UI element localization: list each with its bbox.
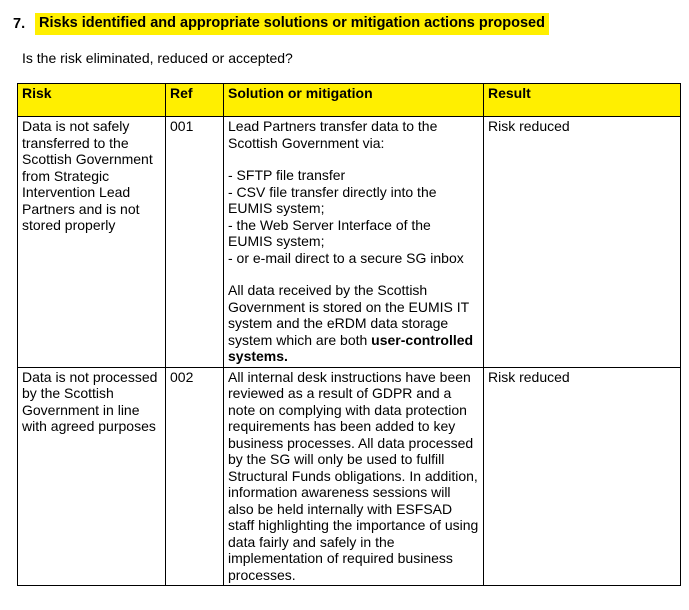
section-title: Risks identified and appropriate solutions or mitigation actions proposed xyxy=(35,13,549,35)
header-solution: Solution or mitigation xyxy=(224,84,484,117)
solution-cell: All internal desk instructions have been reviewed as a result of GDPR and a note on complying with data protection requirements has been added to key business processes. All data processed by the SG will only be used to fulfill Structural Funds obligations. In addition, information awareness sessions will also be held internally with ESFSAD staff highlighting the importance of using data fairly and safely in the implementation of required business processes. xyxy=(224,367,484,586)
table-row xyxy=(18,117,681,368)
result-cell: Risk reduced xyxy=(484,117,681,368)
solution-cell xyxy=(224,117,484,368)
risk-table xyxy=(17,83,681,586)
solution-list: - SFTP file transfer - CSV file transfer directly into the EUMIS system; - the Web Server Interface of the EUMIS system; - or e-mail direct to a secure SG inbox xyxy=(228,167,464,266)
question-text: Is the risk eliminated, reduced or accepted? xyxy=(22,50,293,66)
table-row xyxy=(18,367,681,586)
header-result: Result xyxy=(484,84,681,117)
section-number: 7. xyxy=(13,15,26,32)
header-risk: Risk xyxy=(18,84,166,117)
ref-cell: 001 xyxy=(166,117,224,368)
solution-bold-text: user-controlled systems. xyxy=(228,331,474,364)
solution-outro-text: All data received by the Scottish Government is stored on the EUMIS IT system and the eRDM data storage system which are both xyxy=(228,282,469,348)
result-cell: Risk reduced xyxy=(484,367,681,586)
solution-outro xyxy=(228,282,473,364)
risk-cell: Data is not safely transferred to the Scottish Government from Strategic Intervention Lead Partners and is not stored properly xyxy=(18,117,166,368)
solution-intro: Lead Partners transfer data to the Scottish Government via: xyxy=(228,118,438,151)
header-ref: Ref xyxy=(166,84,224,117)
table-header-row xyxy=(18,84,681,117)
risk-cell: Data is not processed by the Scottish Government in line with agreed purposes xyxy=(18,367,166,586)
ref-cell: 002 xyxy=(166,367,224,586)
section-heading xyxy=(13,13,549,35)
